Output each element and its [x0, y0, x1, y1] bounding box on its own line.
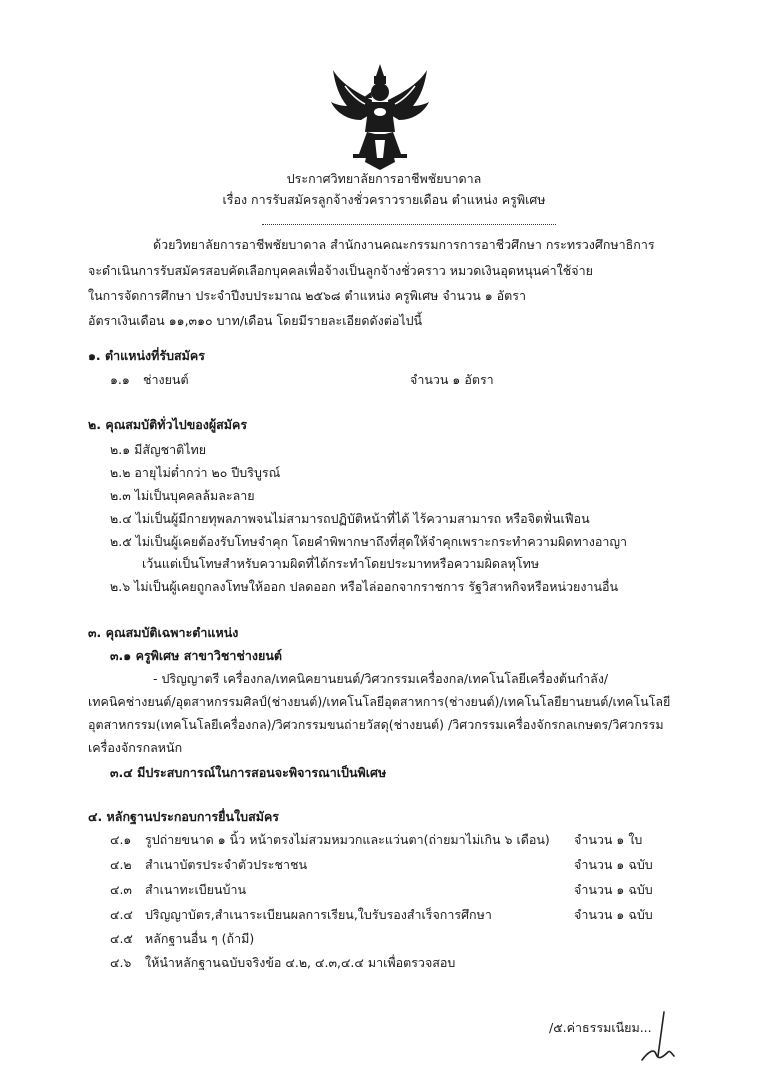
section2-item: ๒.๓ ไม่เป็นบุคคลล้มละลาย — [110, 488, 255, 503]
section2-item: ๒.๒ อายุไม่ต่ำกว่า ๒๐ ปีบริบูรณ์ — [110, 465, 281, 480]
qualification-line: - ปริญญาตรี เครื่องกล/เทคนิคยานยนต์/วิศวกรรมเครื่องกล/เทคโนโลยีเครื่องต้นกำลัง/ — [153, 671, 609, 686]
handwritten-signature — [612, 1008, 682, 1068]
document-item-text: สำเนาบัตรประจำตัวประชาชน — [145, 857, 307, 872]
intro-line: ในการจัดการศึกษา ประจำปีงบประมาณ ๒๕๖๘ ตำแหน่ง ครูพิเศษ จำนวน ๑ อัตรา — [88, 288, 527, 303]
document-item-number: ๔.๖ — [110, 955, 132, 970]
section1-item-quantity: จำนวน ๑ อัตรา — [410, 372, 494, 387]
section2-item: ๒.๑ มีสัญชาติไทย — [110, 442, 207, 457]
document-item-quantity: จำนวน ๑ ฉบับ — [574, 857, 653, 872]
document-item-number: ๔.๑ — [110, 832, 132, 847]
document-item-quantity: จำนวน ๑ ฉบับ — [574, 882, 653, 897]
section4-heading: ๔. หลักฐานประกอบการยื่นใบสมัคร — [88, 809, 280, 824]
qualification-line: เทคนิคช่างยนต์/อุตสาหกรรมศิลป์(ช่างยนต์)/เทคโนโลยีอุตสาหการ(ช่างยนต์)/เทคโนโลยียานยนต์/เทคโนโลยี — [88, 694, 671, 709]
garuda-emblem — [325, 62, 435, 172]
separator-line — [262, 224, 556, 225]
section1-heading: ๑. ตำแหน่งที่รับสมัคร — [88, 348, 205, 363]
announcement-title: ประกาศวิทยาลัยการอาชีพชัยบาดาล — [286, 171, 482, 186]
section2-item: ๒.๖ ไม่เป็นผู้เคยถูกลงโทษให้ออก ปลดออก หรือไล่ออกจากราชการ รัฐวิสาหกิจหรือหน่วยงานอื่น — [110, 579, 619, 594]
document-item-text: ให้นำหลักฐานฉบับจริงข้อ ๔.๒, ๔.๓,๔.๔ มาเพื่อตรวจสอบ — [145, 955, 456, 970]
document-item-quantity: จำนวน ๑ ใบ — [574, 832, 643, 847]
qualification-line: เครื่องจักรกลหนัก — [88, 740, 183, 755]
document-item-text: สำเนาทะเบียนบ้าน — [145, 882, 247, 897]
section2-item: ๒.๕ ไม่เป็นผู้เคยต้องรับโทษจำคุก โดยคำพิพากษาถึงที่สุดให้จำคุกเพราะกระทำความผิดทางอาญา — [110, 534, 628, 549]
intro-line: ด้วยวิทยาลัยการอาชีพชัยบาดาล สำนักงานคณะกรรมการการอาชีวศึกษา กระทรวงศึกษาธิการ — [153, 237, 655, 252]
announcement-subject: เรื่อง การรับสมัครลูกจ้างชั่วคราวรายเดือน ตำแหน่ง ครูพิเศษ — [222, 192, 546, 207]
section2-item-continuation: เว้นแต่เป็นโทษสำหรับความผิดที่ได้กระทำโดยประมาทหรือความผิดลหุโทษ — [142, 556, 540, 571]
section2-heading: ๒. คุณสมบัติทั่วไปของผู้สมัคร — [88, 417, 248, 432]
continuation-note: /๕.ค่าธรรมเนียม... — [549, 1020, 652, 1035]
document-item-quantity: จำนวน ๑ ฉบับ — [574, 907, 653, 922]
document-item-text: รูปถ่ายขนาด ๑ นิ้ว หน้าตรงไม่สวมหมวกและแว่นตา(ถ่ายมาไม่เกิน ๖ เดือน) — [145, 832, 550, 847]
qualification-line: อุตสาหกรรม(เทคโนโลยีเครื่องกล)/วิศวกรรมขนถ่ายวัสดุ(ช่างยนต์) /วิศวกรรมเครื่องจักรกลเกษตร/วิศวกรรม — [88, 717, 664, 732]
intro-line: อัตราเงินเดือน ๑๑,๓๑๐ บาท/เดือน โดยมีรายละเอียดดังต่อไปนี้ — [88, 313, 423, 328]
section1-item-label: ช่างยนต์ — [143, 372, 189, 387]
section3-subheading: ๓.๑ ครูพิเศษ สาขาวิชาช่างยนต์ — [110, 648, 283, 663]
section3-subheading: ๓.๔ มีประสบการณ์ในการสอนจะพิจารณาเป็นพิเศษ — [110, 765, 387, 780]
document-item-number: ๔.๕ — [110, 931, 133, 946]
section3-heading: ๓. คุณสมบัติเฉพาะตำแหน่ง — [88, 625, 239, 640]
section1-item-number: ๑.๑ — [110, 372, 130, 387]
document-item-number: ๔.๔ — [110, 907, 133, 922]
intro-line: จะดำเนินการรับสมัครสอบคัดเลือกบุคคลเพื่อจ้างเป็นลูกจ้างชั่วคราว หมวดเงินอุดหนุนค่าใช้จ่าย — [88, 263, 593, 278]
document-item-text: หลักฐานอื่น ๆ (ถ้ามี) — [145, 931, 255, 946]
document-item-number: ๔.๒ — [110, 857, 132, 872]
section2-item: ๒.๔ ไม่เป็นผู้มีกายทุพลภาพจนไม่สามารถปฏิบัติหน้าที่ได้ ไร้ความสามารถ หรือจิตฟั่นเฟือน — [110, 511, 590, 526]
document-item-text: ปริญญาบัตร,สำเนาระเบียนผลการเรียน,ใบรับรองสำเร็จการศึกษา — [145, 907, 492, 922]
document-item-number: ๔.๓ — [110, 882, 132, 897]
